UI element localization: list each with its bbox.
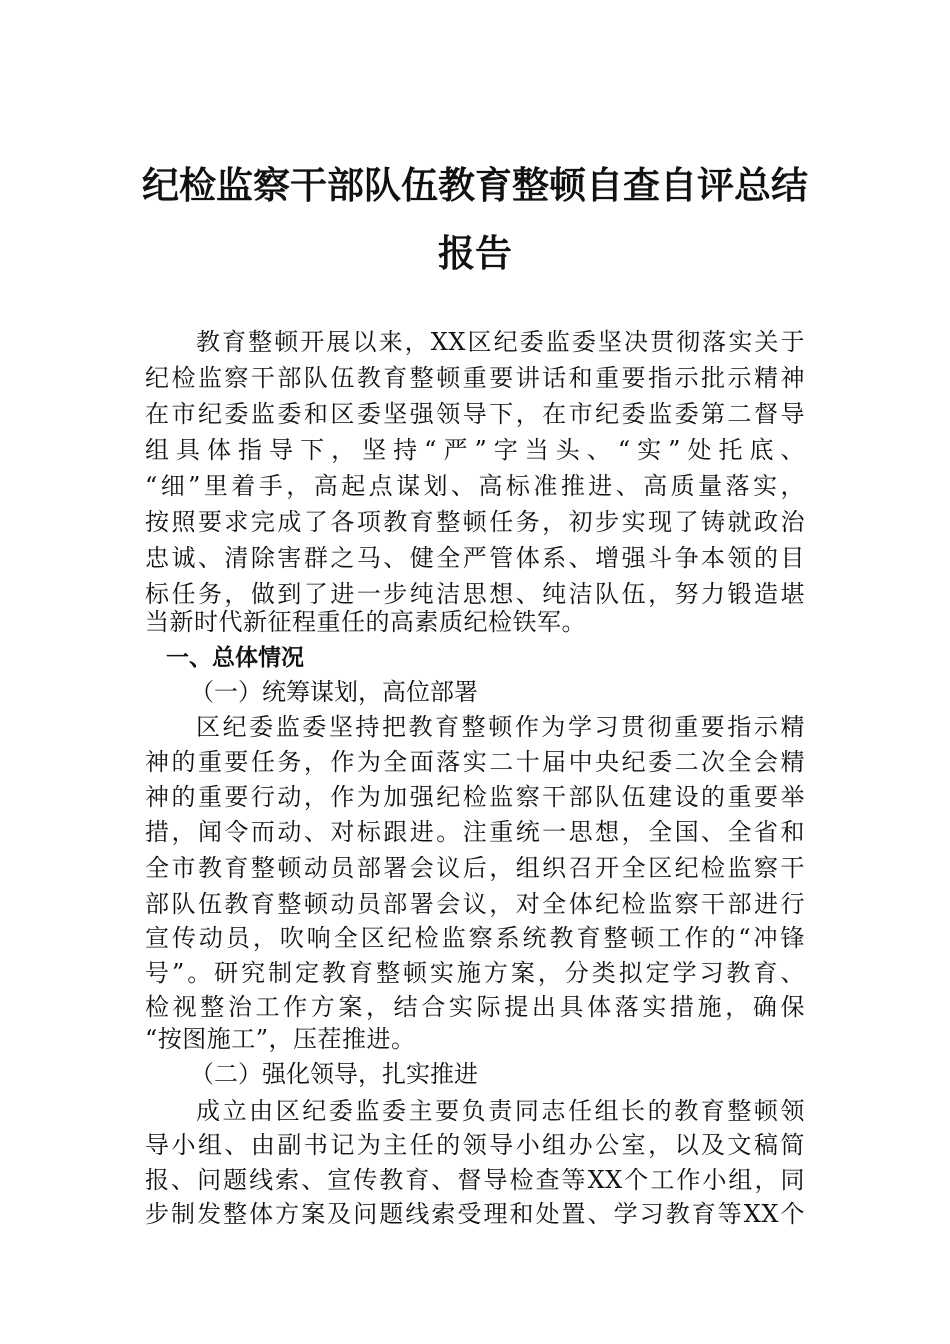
intro-line: 忠诚、清除害群之马、健全严管体系、增强斗争本领的目 — [145, 544, 805, 572]
subsection-heading: （二）强化领导，扎实推进 — [190, 1060, 478, 1088]
intro-line: 按照要求完成了各项教育整顿任务，初步实现了铸就政治 — [145, 508, 805, 536]
intro-line: 标任务，做到了进一步纯洁思想、纯洁队伍，努力锻造堪 — [145, 580, 805, 608]
body-line: 神的重要任务，作为全面落实二十届中央纪委二次全会精 — [145, 748, 805, 776]
body-line: 宣传动员，吹响全区纪检监察系统教育整顿工作的“冲锋 — [145, 924, 805, 952]
body-line: 全市教育整顿动员部署会议后，组织召开全区纪检监察干 — [145, 854, 805, 882]
body-line: 成立由区纪委监委主要负责同志任组长的教育整顿领 — [196, 1097, 805, 1125]
document-title-line-2: 报告 — [438, 232, 512, 275]
intro-line: 当新时代新征程重任的高素质纪检铁军。 — [145, 608, 586, 636]
body-line: 神的重要行动，作为加强纪检监察干部队伍建设的重要举 — [145, 783, 805, 811]
intro-line: 教育整顿开展以来，XX区纪委监委坚决贯彻落实关于 — [196, 328, 805, 356]
intro-line: 在市纪委监委和区委坚强领导下，在市纪委监委第二督导 — [145, 400, 805, 428]
body-line: 导小组、由副书记为主任的领导小组办公室，以及文稿简 — [145, 1131, 805, 1159]
body-line: 号”。研究制定教育整顿实施方案，分类拟定学习教育、 — [145, 959, 805, 987]
body-line: 报、问题线索、宣传教育、督导检查等XX个工作小组，同 — [145, 1166, 805, 1194]
intro-line: 组具体指导下，坚持“严”字当头、“实”处托底、 — [145, 436, 805, 464]
body-line: 区纪委监委坚持把教育整顿作为学习贯彻重要指示精 — [196, 713, 805, 741]
section-heading: 一、总体情况 — [166, 645, 304, 671]
body-line: 部队伍教育整顿动员部署会议，对全体纪检监察干部进行 — [145, 890, 805, 918]
body-line: “按图施工”，压茬推进。 — [145, 1025, 416, 1053]
body-line: 检视整治工作方案，结合实际提出具体落实措施，确保 — [145, 993, 805, 1021]
body-line: 步制发整体方案及问题线索受理和处置、学习教育等XX个 — [145, 1200, 805, 1228]
document-title-line-1: 纪检监察干部队伍教育整顿自查自评总结 — [142, 164, 808, 207]
intro-line: 纪检监察干部队伍教育整顿重要讲话和重要指示批示精神 — [145, 364, 805, 392]
intro-line: “细”里着手，高起点谋划、高标准推进、高质量落实， — [145, 472, 805, 500]
subsection-heading: （一）统筹谋划，高位部署 — [190, 678, 478, 706]
body-line: 措，闻令而动、对标跟进。注重统一思想，全国、全省和 — [145, 818, 805, 846]
